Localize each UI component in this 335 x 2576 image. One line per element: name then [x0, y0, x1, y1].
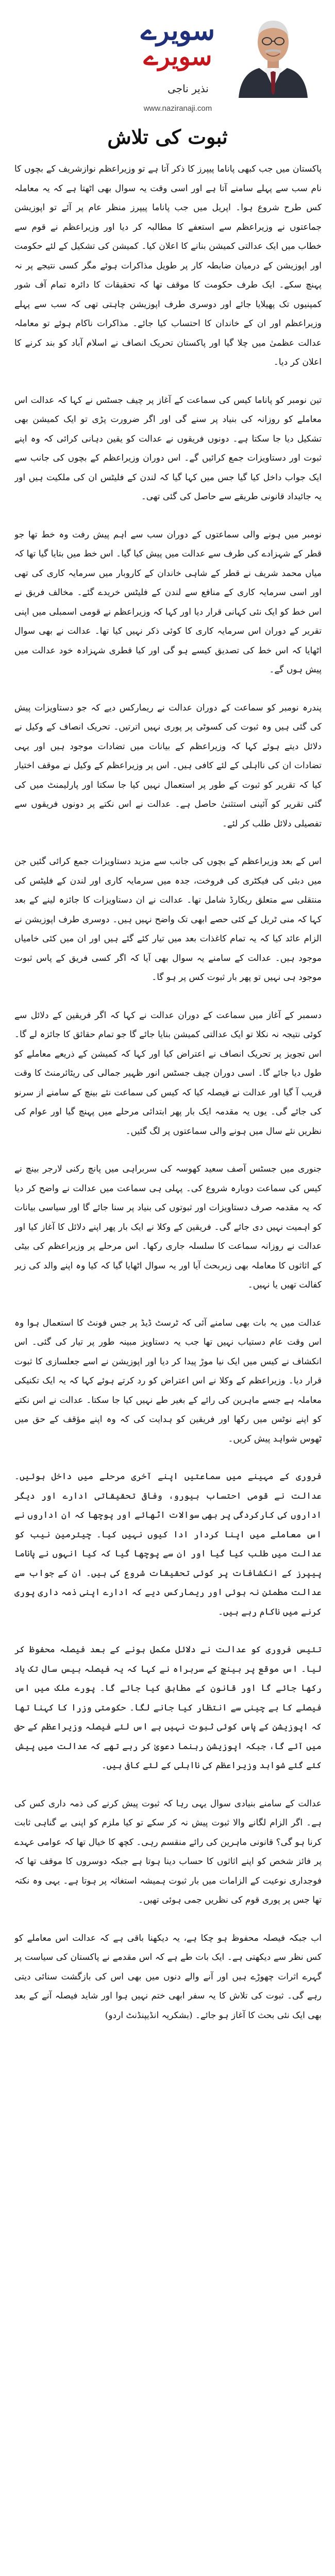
- article-paragraph: تئیس فروری کو عدالت نے دلائل مکمل ہونے کے بعد فیصلہ محفوظ کر لیا۔ اس موقع پر بینچ کے سربراہ نے کہا کہ یہ فیصلہ بیس سال تک یاد رکھا جائے گا اور قانون کے مطابق کیا جائے گا۔ پورے ملک میں اس فیصلے کا بے چینی سے انتظار کیا جانے لگا۔ حکومتی وزرا کا کہنا تھا کہ اپوزیشن کے پاس کوئی ثبوت نہیں ہے اس لئے فیصلہ وزیراعظم کے حق میں آئے گا، جبکہ اپوزیشن رہنما دعویٰ کر رہے تھے کہ عدالت میں پیش کئے گئے شواہد وزیراعظم کی نااہلی کے لئے کافی ہیں۔: [14, 1645, 322, 1771]
- newspaper-logo: [119, 15, 237, 70]
- article-paragraph: دسمبر کے آغاز میں سماعت کے دوران عدالت نے کہا کہ اگر فریقین کے دلائل سے کوئی نتیجہ نہ نکلا تو ایک عدالتی کمیشن بنایا جائے گا جو تمام حقائق کا جائزہ لے گا۔ اس تجویز پر تحریک انصاف نے اعتراض کیا اور کہا کہ کمیشن کے ذریعے معاملے کو طول دیا جائے گا۔ اسی دوران چیف جسٹس انور ظہیر جمالی کی ریٹائرمنٹ کا وقت قریب آ گیا اور عدالت نے فیصلہ کیا کہ کیس کی سماعت نئے بینچ کے سامنے از سرنو کی جائے گی۔ یوں یہ مقدمہ ایک بار پھر ابتدائی مرحلے میں پہنچ گیا اور عوام کی نظریں نئے سال میں ہونے والی سماعتوں پر لگ گئیں۔: [14, 1010, 322, 1137]
- column-headline: ثبوت کی تلاش: [107, 125, 228, 148]
- masthead: [0, 0, 335, 155]
- website-url: www.naziranaji.com: [143, 104, 212, 113]
- author-byline: نذیر ناجی: [167, 82, 209, 95]
- article-paragraph: فروری کے مہینے میں سماعتیں اپنے آخری مرحلے میں داخل ہوئیں۔ عدالت نے قومی احتساب بیورو، وفاقی تحقیقاتی ادارے اور دیگر اداروں کی کارکردگی پر بھی سوالات اٹھائے اور پوچھا کہ ان اداروں نے اس معاملے میں اپنا کردار ادا کیوں نہیں کیا۔ چیئرمین نیب کو عدالت میں طلب کیا گیا اور ان سے پوچھا گیا کہ کیا انہوں نے پاناما پیپرز کے انکشافات پر کوئی تحقیقات شروع کی ہیں۔ ان کے جواب سے عدالت مطمئن نہ ہوئی اور ریمارکس دیے کہ ادارے اپنی ذمہ داری پوری کرنے میں ناکام رہے ہیں۔: [14, 1471, 322, 1617]
- article-paragraph: پندرہ نومبر کو سماعت کے دوران عدالت نے ریمارکس دیے کہ جو دستاویزات پیش کی گئی ہیں وہ ثبوت کی کسوٹی پر پوری نہیں اترتیں۔ تحریک انصاف کے وکیل نے دلائل دیتے ہوئے کہا کہ وزیراعظم کے بیانات میں تضادات موجود ہیں اور یہی تضادات ان کی نااہلی کے لئے کافی ہیں۔ اس پر وزیراعظم کے وکیل نے موقف اختیار کیا کہ تقریر کو ثبوت کے طور پر استعمال نہیں کیا جا سکتا اور پارلیمنٹ میں کی گئی تقریر کو آئینی استثنیٰ حاصل ہے۔ عدالت نے اس نکتے پر دونوں فریقوں سے تفصیلی دلائل طلب کر لئے۔: [14, 702, 322, 829]
- article-paragraph: اب جبکہ فیصلہ محفوظ ہو چکا ہے، یہ دیکھنا باقی ہے کہ عدالت اس معاملے کو کس نظر سے دیکھتی ہے۔ ایک بات طے ہے کہ اس مقدمے نے پاکستان کی سیاست پر گہرے اثرات چھوڑے ہیں اور آنے والے دنوں میں بھی اس کی بازگشت سنائی دیتی رہے گی۔ ثبوت کی تلاش کا یہ سفر ابھی ختم نہیں ہوا اور شاید فیصلہ آنے کے بعد بھی ایک نئی بحث کا آغاز ہو جائے۔ (بشکریہ انڈیپنڈنٹ اردو): [14, 1933, 322, 2021]
- article-paragraph: اس کے بعد وزیراعظم کے بچوں کی جانب سے مزید دستاویزات جمع کرائی گئیں جن میں دبئی کی فیکٹری کی فروخت، جدہ میں سرمایہ کاری اور لندن کے فلیٹس کی منتقلی سے متعلق ریکارڈ شامل تھا۔ عدالت نے ان دستاویزات کا جائزہ لینے کے بعد کہا کہ منی ٹریل کے کئی حصے ابھی تک واضح نہیں ہیں۔ دوسری طرف اپوزیشن نے الزام عائد کیا کہ یہ تمام کاغذات بعد میں تیار کئے گئے ہیں اور ان میں کئی خامیاں موجود ہیں۔ عدالت کے سامنے یہ سوال بھی آیا کہ اگر کسی فریق کے پاس ثبوت موجود ہی نہیں تو پھر بار ثبوت کس پر ہو گا۔: [14, 856, 322, 982]
- logo-line-bottom: سویرے: [143, 42, 212, 71]
- article-paragraph: نومبر میں ہونے والی سماعتوں کے دوران سب سے اہم پیش رفت وہ خط تھا جو قطر کے شہزادے کی طرف سے عدالت میں پیش کیا گیا۔ اس خط میں بتایا گیا تھا کہ میاں محمد شریف نے قطر کے شاہی خاندان کے کاروبار میں سرمایہ کاری کی تھی اور اسی سرمایہ کاری کے منافع سے لندن کے فلیٹس خریدے گئے۔ مخالف فریق نے اس خط کو ایک نئی کہانی قرار دیا اور کہا کہ وزیراعظم نے قومی اسمبلی میں اپنی تقریر کے دوران اس سرمایہ کاری کا کوئی ذکر نہیں کیا تھا۔ عدالت نے بھی سوال اٹھایا کہ اس خط کی تصدیق کیسے ہو گی اور کیا قطری شہزادہ خود عدالت میں پیش ہوں گے۔: [14, 529, 322, 675]
- logo-line-top: سویرے: [140, 15, 215, 46]
- author-photo: [234, 10, 312, 98]
- article-paragraph: پاکستان میں جب کبھی پاناما پیپرز کا ذکر آتا ہے تو وزیراعظم نوازشریف کے بچوں کا نام سب سے پہلے سامنے آتا ہے اور اسی وقت یہ سوال بھی اٹھتا ہے کہ یہ معاملہ کس طرح شروع ہوا۔ اپریل میں جب پاناما پیپرز منظر عام پر آئے تو اپوزیشن جماعتوں نے وزیراعظم سے استعفے کا مطالبہ کر دیا اور وزیراعظم نے قوم سے خطاب میں ایک عدالتی کمیشن بنانے کا اعلان کیا۔ کمیشن کی تشکیل کے لئے حکومت اور اپوزیشن کے درمیان ضابطہ کار پر طویل مذاکرات ہوئے مگر کسی نتیجے پر نہ پہنچ سکے۔ ایک طرف حکومت کا موقف تھا کہ تحقیقات کا دائرہ تمام آف شور کمپنیوں تک پھیلایا جائے اور دوسری طرف اپوزیشن چاہتی تھی کہ سب سے پہلے وزیراعظم اور ان کے خاندان کا احتساب کیا جائے۔ مذاکرات ناکام ہوئے تو معاملہ عدالت عظمیٰ میں چلا گیا اور پاکستان تحریک انصاف نے اسلام آباد کو بند کرنے کا اعلان کر دیا۔: [14, 164, 322, 367]
- article-body: [14, 160, 322, 2576]
- article-paragraph: عدالت میں یہ بات بھی سامنے آئی کہ ٹرسٹ ڈیڈ پر جس فونٹ کا استعمال ہوا وہ اس وقت عام دستیاب نہیں تھا جب یہ دستاویز مبینہ طور پر تیار کی گئی۔ اس انکشاف نے کیس میں ایک نیا موڑ پیدا کر دیا اور اپوزیشن نے اسے جعلسازی کا ثبوت قرار دیا۔ وزیراعظم کے وکلا نے اس اعتراض کو رد کرتے ہوئے کہا کہ یہ ایک تکنیکی معاملہ ہے جسے ماہرین کی رائے کے بغیر طے نہیں کیا جا سکتا۔ عدالت نے اس نکتے کو اپنے نوٹس میں رکھا اور فریقین کو ہدایت کی کہ وہ اپنے مؤقف کے حق میں ٹھوس شواہد پیش کریں۔: [14, 1317, 322, 1444]
- article-paragraph: جنوری میں جسٹس آصف سعید کھوسہ کی سربراہی میں پانچ رکنی لارجر بینچ نے کیس کی سماعت دوبارہ شروع کی۔ پہلی ہی سماعت میں عدالت نے واضح کر دیا کہ یہ مقدمہ صرف دستاویزات اور ثبوتوں کی بنیاد پر سنا جائے گا اور سیاسی بیانات کو اہمیت نہیں دی جائے گی۔ فریقین کے وکلا نے ایک بار پھر اپنے دلائل کا آغاز کیا اور عدالت نے روزانہ سماعت کا سلسلہ جاری رکھا۔ اس مرحلے پر وزیراعظم کی بیٹی کے اثاثوں کا معاملہ بھی زیربحث آیا اور یہ سوال اٹھایا گیا کہ کیا وہ اپنے والد کی زیر کفالت تھیں یا نہیں۔: [14, 1164, 322, 1290]
- article-paragraph: عدالت کے سامنے بنیادی سوال یہی رہا کہ ثبوت پیش کرنے کی ذمہ داری کس کی ہے۔ اگر الزام لگانے والا ثبوت پیش نہ کر سکے تو کیا ملزم کو اپنی بے گناہی ثابت کرنا ہو گی؟ قانونی ماہرین کی رائے منقسم رہی۔ کچھ کا خیال تھا کہ عوامی عہدے پر فائز شخص کو اپنے اثاثوں کا حساب دینا ہوتا ہے جبکہ دوسروں کا موقف تھا کہ فوجداری نوعیت کے الزامات میں بار ثبوت ہمیشہ استغاثہ پر ہوتا ہے۔ یہی وہ نکتہ تھا جس پر پوری قوم کی نظریں جمی ہوئی تھیں۔: [14, 1798, 322, 1905]
- article-paragraph: تین نومبر کو پاناما کیس کی سماعت کے آغاز پر چیف جسٹس نے کہا کہ عدالت اس معاملے کو روزانہ کی بنیاد پر سنے گی اور اگر ضرورت پڑی تو ایک کمیشن بھی تشکیل دیا جا سکتا ہے۔ دونوں فریقوں نے عدالت کو یقین دہانی کرائی کہ وہ اپنے ثبوت اور دستاویزات جمع کرائیں گے۔ اس دوران وزیراعظم کے بچوں کی جانب سے ایک جواب داخل کیا گیا جس میں کہا گیا کہ لندن کے فلیٹس ان کی ملکیت ہیں اور یہ جائیداد قانونی طریقے سے حاصل کی گئی تھی۔: [14, 395, 322, 502]
